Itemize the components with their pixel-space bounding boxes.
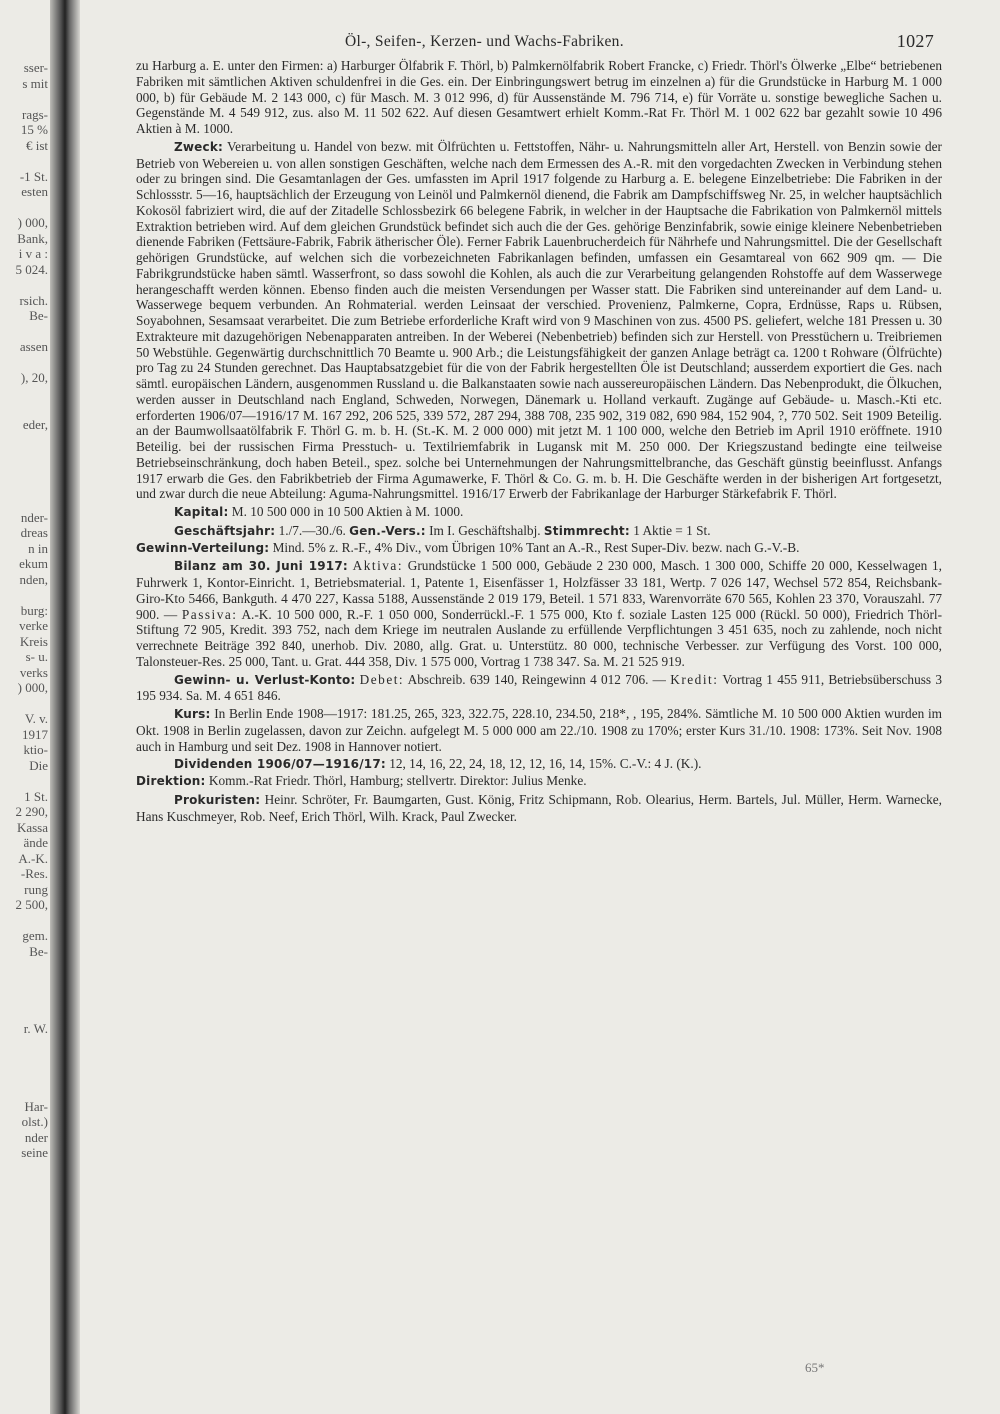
margin-fragment: Kassa — [16, 819, 48, 835]
label-dividenden: Dividenden 1906/07—1916/17: — [174, 757, 386, 772]
margin-fragment: ) 000, — [17, 215, 48, 230]
margin-fragment: Har- — [24, 1098, 48, 1114]
running-title: Öl-, Seifen-, Kerzen- und Wachs-Fabriken. — [345, 33, 624, 50]
margin-fragment: assen — [19, 339, 48, 354]
margin-fragment: -Res. — [20, 866, 48, 881]
label-passiva: Passiva: — [181, 606, 238, 622]
margin-fragment: s- u. — [25, 649, 48, 664]
margin-fragment: gem. — [22, 928, 48, 943]
margin-fragment — [0, 975, 48, 991]
paragraph-geschaeftsjahr: Geschäftsjahr: 1./7.—30./6. Gen.-Vers.: Im I. Geschäftshalbj. Stimmrecht: 1 Aktie = 1 St. Gewinn-Verteilung: Mind. 5% z. R.-F., 4% Div., vom Übrigen 10% Tant an A.-R., Rest Super-Div. bezw. nach G.-V.-B. — [136, 522, 800, 555]
left-page-margin — [0, 60, 48, 1161]
margin-fragment: seine — [21, 1145, 48, 1160]
article-body — [136, 58, 942, 824]
margin-fragment: ) 000, — [17, 680, 48, 695]
label-geschaeftsjahr: Geschäftsjahr: — [174, 523, 276, 538]
margin-fragment: 15 % — [20, 122, 48, 137]
margin-fragment — [0, 200, 48, 216]
margin-fragment — [0, 153, 48, 169]
page-number: 1027 — [896, 31, 934, 51]
margin-fragment: A.-K. — [18, 850, 48, 866]
margin-fragment — [0, 386, 48, 402]
margin-fragment — [0, 913, 48, 929]
label-direktion: Direktion: — [136, 774, 206, 788]
margin-fragment: € ist — [25, 137, 48, 153]
margin-fragment: 1 St. — [24, 788, 48, 804]
margin-fragment — [0, 448, 48, 464]
margin-fragment — [0, 324, 48, 340]
paragraph-kurs: Kurs: In Berlin Ende 1908—1917: 181.25, 265, 323, 322.75, 228.10, 234.50, 218*, , 195, 284%. Sämtliche M. 10 500 000 Aktien wurden im Okt. 1908 in Berlin zugelassen, davon zur Zeichn. aufgelegt M. 5 000 000 am 22./10. 1908 zu 170%; erster Kurs 31./10. 1908: 173%. Seit Nov. 1908 auch in Hamburg und seit Dez. 1908 in Hannover notiert. — [136, 706, 943, 754]
margin-fragment — [0, 587, 48, 603]
margin-fragment: ände — [23, 835, 48, 850]
margin-fragment: Kreis — [19, 633, 48, 649]
margin-fragment — [0, 773, 48, 789]
margin-fragment: Bank, — [17, 230, 48, 246]
margin-fragment: Be- — [29, 943, 48, 959]
label-gen-vers: Gen.-Vers.: — [349, 523, 426, 538]
margin-fragment: verks — [19, 664, 48, 680]
margin-fragment: ekum — [19, 556, 48, 571]
paragraph-prokuristen: Prokuristen: Heinr. Schröter, Fr. Baumgarten, Gust. König, Fritz Schipmann, Rob. Olearius, Herm. Bartels, Jul. Müller, Herm. Warnecke, Hans Kuschmeyer, Rob. Neef, Erich Thörl, Wilh. Krack, Paul Zwecker. — [136, 791, 942, 824]
margin-fragment — [0, 1068, 48, 1084]
margin-fragment — [0, 355, 48, 371]
margin-fragment — [0, 1037, 48, 1053]
margin-fragment: r. W. — [23, 1021, 48, 1036]
label-kurs: Kurs: — [174, 707, 211, 721]
label-bilanz: Bilanz am 30. Juni 1917: — [174, 559, 348, 574]
margin-fragment — [0, 91, 48, 107]
margin-fragment: rsich. — [19, 292, 48, 308]
margin-fragment — [0, 1052, 48, 1068]
margin-fragment — [0, 990, 48, 1006]
margin-fragment: nder- — [20, 509, 48, 525]
margin-fragment: rung — [24, 881, 48, 897]
label-gewinn-verlust: Gewinn- u. Verlust-Konto: — [174, 672, 356, 687]
margin-fragment: -1 St. — [19, 168, 48, 184]
margin-fragment — [0, 463, 48, 479]
margin-fragment: ktio- — [23, 742, 48, 757]
margin-fragment: n in — [28, 540, 48, 556]
paragraph-einbringung: zu Harburg a. E. unter den Firmen: a) Harburger Ölfabrik F. Thörl, b) Palmkernölfabrik Robert Francke, c) Friedr. Thörl's Ölwerke „Elbe“ betriebenen Fabriken mit sämtlichen Aktiven schuldenfrei in die Ges. ein. Der Einbringungswert betrug im einzelnen a) für die Grundstücke in Harburg M. 1 000 000, b) für Gebäude M. 2 143 000, c) für Masch. M. 3 012 996, d) für Aussenstände M. 796 714, e) für Vorräte u. sonstige bewegliche Sachen u. Gegenstände M. 4 549 912, zus. also M. 11 502 622. Auf diesen Gesamtwert erhielt Komm.-Rat Fr. Thörl M. 1 002 622 bar gezahlt sowie 10 496 Aktien à M. 1000. — [136, 58, 942, 136]
margin-fragment: nder — [24, 1129, 48, 1145]
margin-fragment: 5 024. — [15, 261, 48, 277]
page-header — [140, 33, 940, 53]
margin-fragment: olst.) — [21, 1114, 48, 1129]
margin-fragment: 2 500, — [15, 897, 48, 912]
margin-fragment — [0, 959, 48, 975]
sheet-signature: 65* — [805, 1360, 825, 1375]
book-gutter — [50, 0, 80, 1414]
margin-fragment: nden, — [19, 571, 48, 587]
margin-fragment — [0, 401, 48, 417]
label-kredit: Kredit: — [670, 671, 719, 687]
margin-fragment — [0, 432, 48, 448]
label-aktiva: Aktiva: — [352, 558, 404, 574]
margin-fragment: 2 290, — [15, 804, 48, 819]
margin-fragment: burg: — [20, 602, 48, 618]
margin-fragment: ), 20, — [20, 370, 48, 385]
paragraph-bilanz: Bilanz am 30. Juni 1917: Aktiva: Grundstücke 1 500 000, Gebäude 2 230 000, Masch. 1 300 000, Schiffe 20 000, Kesselwagen 1, Fuhrwerk 1, Kontor-Einricht. 1, Betriebsmaterial. 1, Patente 1, Eisenfässer 1, Holzfässer 33 181, Wertp. 7 026 147, Wechsel 572 854, Reichsbank-Giro-Kto 5466, Bankguth. 4 470 227, Kassa 5188, Aussenstände 2 019 179, Beteil. 1 571 833, Warenvorräte 670 565, Kohlen 23 370, Vorauszahl. 77 900. — Passiva: A.-K. 10 500 000, R.-F. 1 050 000, Sonderrückl.-F. 1 575 000, Kto f. soziale Lasten 125 000 (Rückl. 50 000), Friedrich Thörl-Stiftung 72 905, Kredit. 393 752, nach dem Kriege im neutralen Auslande zu erfüllende Verpflichtungen 3 451 635, noch zu zahlende, noch nicht verrechnete Beiträge 392 840, unerhob. Div. 2080, allg. Grat. u. Unterstütz. 80 000, technische Verbesser. zur Verfügung des Vorst. 100 000, Talonsteuer-Res. 25 000, Tant. u. Grat. 444 358, Div. 1 575 000, Vortrag 1 738 347. Sa. M. 21 525 919. — [136, 558, 943, 669]
margin-fragment: sser- — [23, 60, 48, 75]
margin-fragment — [0, 1083, 48, 1099]
margin-fragment: dreas — [20, 525, 48, 540]
label-debet: Debet: — [359, 671, 405, 687]
margin-fragment — [0, 277, 48, 293]
paragraph-gewinn-verlust: Gewinn- u. Verlust-Konto: Debet: Abschreib. 639 140, Reingewinn 4 012 706. — Kredit: Vortrag 1 455 911, Betriebsüberschuss 3 195 934. Sa. M. 4 651 846. — [136, 671, 942, 704]
margin-fragment: verke — [19, 618, 48, 633]
label-kapital: Kapital: — [174, 505, 229, 519]
label-prokuristen: Prokuristen: — [174, 792, 261, 807]
label-stimmrecht: Stimmrecht: — [543, 523, 630, 538]
margin-fragment: eder, — [22, 416, 48, 432]
paragraph-kapital: Kapital: M. 10 500 000 in 10 500 Aktien à M. 1000. — [174, 504, 464, 519]
margin-fragment: rags- — [22, 106, 48, 122]
margin-fragment: i v a : — [18, 246, 48, 261]
margin-fragment — [0, 696, 48, 712]
margin-fragment: 1917 — [22, 726, 48, 742]
label-zweck: Zweck: — [174, 139, 224, 154]
margin-fragment: Die — [29, 757, 48, 773]
paragraph-zweck: Zweck: Verarbeitung u. Handel von bezw. mit Ölfrüchten u. Fettstoffen, Nähr- u. Nahrungsmitteln aller Art, Herstell. von Benzin sowie der Betrieb von Webereien u. von allen sonstigen Geschäften, welche nach dem Ermessen des A.-R. mit den vorgedachten Zwecken in Verbindung stehen oder zu bringen sind. Die Gesamtanlagen der Ges. umfassten im April 1917 folgende zu Harburg a. E. belegene Einzelbetriebe: Die Fabriken in der Schlossstr. 5—16, hauptsächlich der Erzeugung von Leinöl und Palmkernöl dienend, die Fabrik am Dampfschiffsweg Nr. 25, in welcher hauptsächlich Kokosöl fabriziert wird, die auf der Zitadelle Schlossbezirk 66 belegene Fabrik, in welcher in der Hauptsache die Fabrikation von Palmkernöl mittels Extraktion betrieben wird. Auf dem gleichen Grundstück befindet sich auch die der Ges. gehörige Benzinfabrik, sowie einige kleinere Nebenbetrieben dienende Fabriken (Fettsäure-Fabrik, Fabrik ätherischer Öle). Ferner Fabrik Lauenbrucherdeich für Nährhefe und Nahrungsmittel. Die der Gesellschaft gehörigen Grundstücke, auf welchen sich die vorbezeichneten Fabrikanlagen befinden, umfassen ein Gesamtareal von 662 909 qm. — Die Fabrikgrundstücke haben sämtl. Wasserfront, so dass sowohl die Kohlen, als auch die zur Verarbeitung gelangenden Rohstoffe auf dem Wasserwege herangeschafft werden können. Ebenso finden auch die meisten Versendungen per Wasser statt. Die Fabriken sind untereinander auf dem Land- u. Wasserwege bequem verbunden. An Rohmaterial. werden Leinsaat der verschied. Provenienz, Palmkerne, Copra, Erdnüsse, Raps u. Rübsen, Soyabohnen, Sesamsaat verarbeitet. Die zum Betriebe erforderliche Kraft wird von 9 Maschinen von zus. 4500 PS. geliefert, welche 181 Pressen u. 30 Extrakteure mit dazugehörigen Nebenapparaten antreiben. In der Weberei (Nebenbetrieb) befinden sich zur Herstell. von Presstüchern u. Treibriemen 50 Webstühle. Gegenwärtig durchschnittlich 70 Beamte u. 900 Arb.; die Leistungsfähigkeit der ganzen Anlage beträgt ca. 1200 t Rohware (Ölfrüchte) pro Tag zu 24 Stunden gerechnet. Das Hauptabsatzgebiet für die von der Fabrik hergestellten Öle ist Deutschland; ausserdem exportiert die Ges. nach sämtl. europäischen Ländern, ausgenommen Russland u. die Balkanstaaten sowie nach aussereuropäischen Ländern. Das Nebenprodukt, die Ölkuchen, werden ausser in Deutschland nach England, Schweden, Norwegen, Dänemark u. Holland verkauft. Zugänge auf Gebäude- u. Masch.-Kti etc. erforderten 1906/07—1916/17 M. 167 292, 206 525, 339 572, 287 294, 388 708, 235 902, 319 082, 690 984, 152 904, ?, 770 502. Seit 1909 Beteilig. an der Baumwollsaatölfabrik F. Thörl G. m. b. H. (St.-K. M. 2 000 000) mit jetzt M. 1 100 000, welche den Betrieb im April 1910 eröffnete. 1910 Beteilig. bei der russischen Firma Presstuch- u. Textilriemfabrik in Lugansk mit M. 250 000. Der Kriegszustand bedingte eine teilweise Betriebseinschränkung, doch haben Beteil., spez. solche bei Unternehmungen der Nahrungsmittelbranche, das Geschäft günstig beeinflusst. Anfangs 1917 erwarb die Ges. den Fabrikbetrieb der Firma Agumawerke, F. Thörl & Co. G. m. b. H. Die Geschäfte werden in der bisherigen Art fortgesetzt, und zwar durch die neue Abteilung: Aguma-Nahrungsmittel. 1916/17 Erwerb der Fabrikanlage der Harburger Stärkefabrik F. Thörl. — [136, 138, 942, 502]
margin-fragment — [0, 479, 48, 495]
margin-fragment: esten — [21, 184, 48, 199]
margin-fragment: Be- — [29, 308, 48, 323]
margin-fragment: V. v. — [24, 711, 48, 726]
label-gewinn-verteilung: Gewinn-Verteilung: — [136, 540, 270, 555]
margin-fragment — [0, 494, 48, 510]
paragraph-dividenden: Dividenden 1906/07—1916/17: 12, 14, 16, 22, 24, 18, 12, 12, 16, 14, 15%. C.-V.: 4 J. (K.). Direktion: Komm.-Rat Friedr. Thörl, Hamburg; stellvertr. Direktor: Julius Menke. — [136, 756, 702, 788]
margin-fragment: s mit — [22, 75, 48, 91]
margin-fragment — [0, 1006, 48, 1022]
